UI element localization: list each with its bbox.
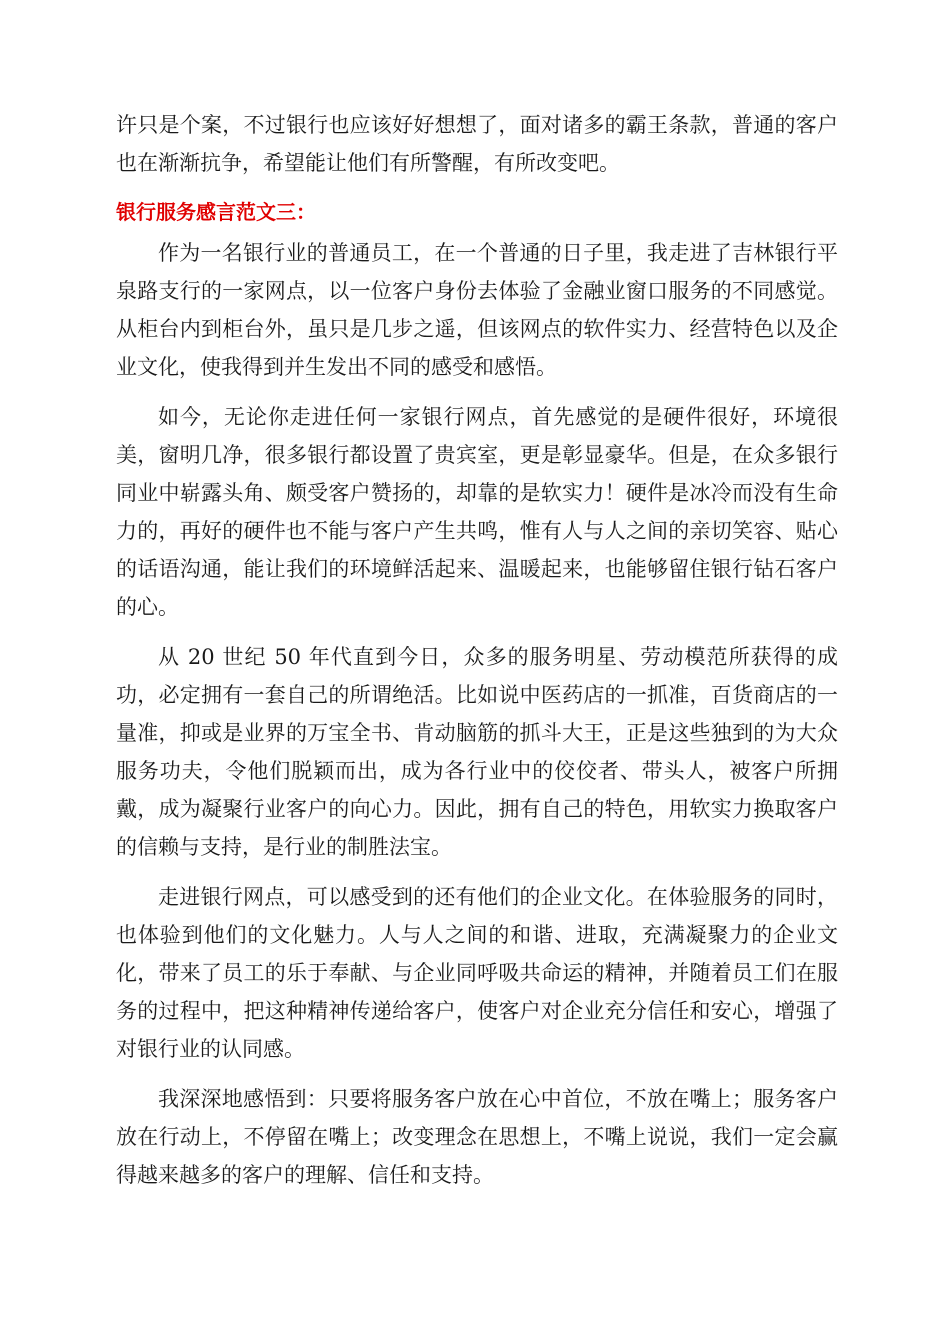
body-paragraph-5: 我深深地感悟到：只要将服务客户放在心中首位，不放在嘴上；服务客户放在行动上，不停留在嘴上；改变理念在思想上，不嘴上说说，我们一定会赢得越来越多的客户的理解、信任和支持。 [116, 1087, 838, 1187]
body-paragraph-4: 走进银行网点，可以感受到的还有他们的企业文化。在体验服务的同时，也体验到他们的文化魅力。人与人之间的和谐、进取，充满凝聚力的企业文化，带来了员工的乐于奉献、与企业同呼吸共命运的精神，并随着员工们在服务的过程中，把这种精神传递给客户，使客户对企业充分信任和安心，增强了对银行业的认同感。 [116, 885, 838, 1061]
section-heading: 银行服务感言范文三： [116, 200, 316, 224]
body-paragraph-3: 从 20 世纪 50 年代直到今日，众多的服务明星、劳动模范所获得的成功，必定拥有一套自己的所谓绝活。比如说中医药店的一抓准，百货商店的一量准，抑或是业界的万宝全书、肯动脑筋的抓斗大王，正是这些独到的为大众服务功夫，令他们脱颖而出，成为各行业中的佼佼者、带头人，被客户所拥戴，成为凝聚行业客户的向心力。因此，拥有自己的特色，用软实力换取客户的信赖与支持，是行业的制胜法宝。 [116, 645, 838, 859]
continuation-paragraph: 许只是个案，不过银行也应该好好想想了，面对诸多的霸王条款，普通的客户也在渐渐抗争，希望能让他们有所警醒，有所改变吧。 [116, 113, 838, 175]
document-body [116, 106, 838, 1206]
body-paragraph-1: 作为一名银行业的普通员工，在一个普通的日子里，我走进了吉林银行平泉路支行的一家网点，以一位客户身份去体验了金融业窗口服务的不同感觉。从柜台内到柜台外，虽只是几步之遥，但该网点的软件实力、经营特色以及企业文化，使我得到并生发出不同的感受和感悟。 [116, 241, 838, 379]
body-paragraph-2: 如今，无论你走进任何一家银行网点，首先感觉的是硬件很好，环境很美，窗明几净，很多银行都设置了贵宾室，更是彰显豪华。但是，在众多银行同业中崭露头角、颇受客户赞扬的，却靠的是软实力！硬件是冰冷而没有生命力的，再好的硬件也不能与客户产生共鸣，惟有人与人之间的亲切笑容、贴心的话语沟通，能让我们的环境鲜活起来、温暖起来，也能够留住银行钻石客户的心。 [116, 405, 838, 619]
